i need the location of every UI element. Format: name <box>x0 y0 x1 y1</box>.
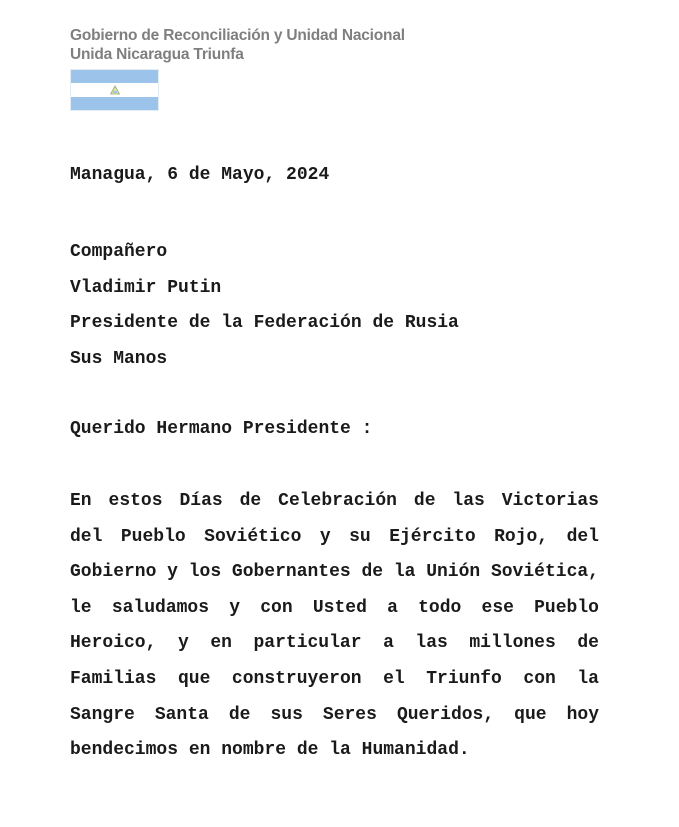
addressee-honorific: Compañero <box>70 242 168 262</box>
body-word: Ejército <box>389 526 476 547</box>
body-word: Soviética, <box>490 562 599 583</box>
body-line <box>70 698 599 734</box>
body-word: Gobernantes <box>231 562 351 583</box>
body-word: hoy <box>566 704 599 725</box>
body-line <box>70 484 599 520</box>
body-word: del <box>566 526 599 547</box>
triangle-emblem-icon <box>110 85 120 95</box>
body-line <box>70 555 599 591</box>
flag-bottom-stripe <box>71 97 158 110</box>
body-word: que <box>177 668 211 689</box>
body-word: de <box>239 491 262 511</box>
addressee-block <box>70 235 459 377</box>
body-word: la <box>577 668 599 689</box>
body-word: y <box>167 562 178 583</box>
letter-body <box>70 484 599 769</box>
body-word: particular <box>253 633 362 654</box>
body-word: todo <box>418 597 462 618</box>
body-word: ese <box>481 597 514 618</box>
body-word: de <box>296 740 319 761</box>
addressee-name: Vladimir Putin <box>70 277 222 298</box>
body-word: Santa <box>154 704 209 725</box>
body-word: el <box>383 668 405 689</box>
body-word: Unión <box>426 562 481 583</box>
letter-date: Managua, 6 de Mayo, 2024 <box>70 165 330 185</box>
body-word: la <box>329 740 351 761</box>
body-word: y <box>177 633 189 654</box>
flag-top-stripe <box>71 70 158 83</box>
body-word: sus <box>270 704 303 725</box>
body-line <box>70 733 599 769</box>
body-word: Sangre <box>70 704 135 725</box>
body-word: a <box>383 633 394 654</box>
body-word: Victorias <box>501 491 599 511</box>
body-word: millones <box>469 633 556 654</box>
body-word: Humanidad. <box>361 740 470 761</box>
body-word: Rojo, <box>494 526 549 547</box>
body-word: a <box>387 597 398 618</box>
body-word: del <box>70 526 103 547</box>
body-word: Usted <box>312 597 367 618</box>
body-word: le <box>70 597 92 618</box>
body-word: de <box>228 704 251 725</box>
body-line <box>70 626 599 662</box>
body-word: de <box>577 633 599 654</box>
body-line <box>70 520 599 556</box>
body-word: estos <box>108 491 163 511</box>
addressee-delivery: Sus Manos <box>70 348 168 369</box>
body-line <box>70 662 599 698</box>
body-word: los <box>188 562 222 583</box>
flag-center-stripe <box>71 83 158 97</box>
body-word: Triunfo <box>426 668 502 689</box>
body-word: Días <box>179 491 223 511</box>
body-word: Pueblo <box>534 597 599 618</box>
body-word: Heroico, <box>70 633 157 654</box>
salutation: Querido Hermano Presidente : <box>70 419 373 439</box>
letterhead-government-name: Gobierno de Reconciliación y Unidad Nacional <box>70 27 405 44</box>
body-word: Celebración <box>278 491 397 511</box>
body-word: nombre <box>221 740 287 761</box>
body-word: Familias <box>70 668 157 689</box>
body-word: las <box>452 491 485 511</box>
body-word: en <box>210 633 232 654</box>
body-word: bendecimos <box>70 740 179 761</box>
body-word: Seres <box>322 704 377 725</box>
body-word: que <box>514 704 547 725</box>
body-word: con <box>260 597 293 618</box>
body-word: de <box>361 562 384 583</box>
body-word: saludamos <box>111 597 210 618</box>
body-word: Soviético <box>204 526 302 547</box>
body-word: y <box>319 526 331 547</box>
body-word: Gobierno <box>70 562 157 583</box>
body-word: su <box>349 526 371 547</box>
letterhead-slogan: Unida Nicaragua Triunfa <box>70 46 244 63</box>
nicaragua-flag-icon <box>70 69 159 111</box>
body-word: y <box>229 597 241 618</box>
body-word: construyeron <box>231 668 362 689</box>
letterhead <box>70 26 405 64</box>
body-word: las <box>415 633 448 654</box>
body-word: Pueblo <box>120 526 186 547</box>
body-word: la <box>393 562 416 583</box>
body-word: en <box>188 740 211 761</box>
body-word: En <box>70 491 92 511</box>
body-line <box>70 591 599 627</box>
body-word: Queridos, <box>396 704 495 725</box>
body-word: con <box>523 668 556 689</box>
body-word: de <box>413 491 436 511</box>
addressee-title: Presidente de la Federación de Rusia <box>70 313 459 333</box>
